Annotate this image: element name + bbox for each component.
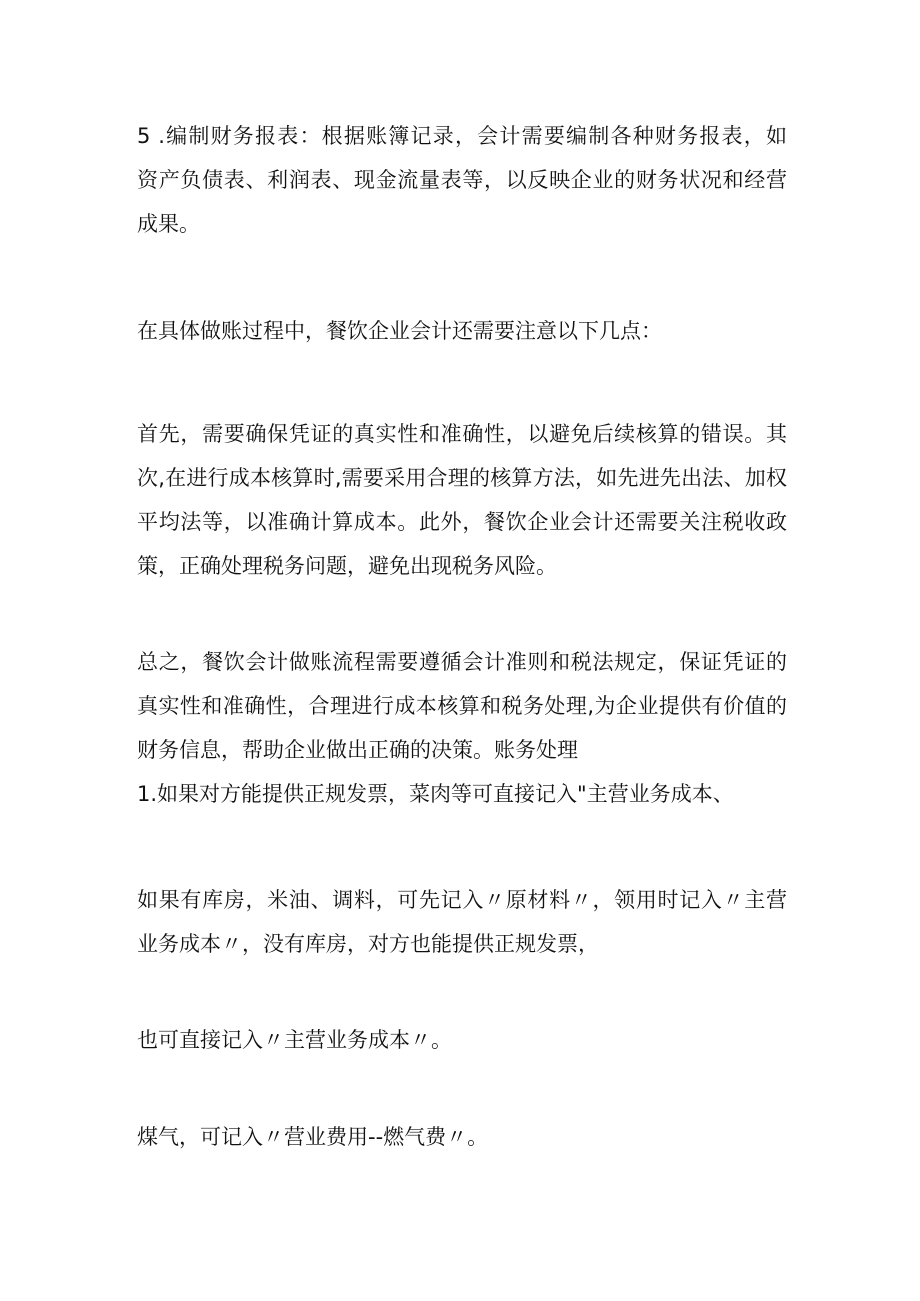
text-line: 成果。: [137, 212, 200, 236]
text-line: 业务成本〃，没有库房，对方也能提供正规发票，: [137, 932, 599, 956]
paragraph-summary: [137, 640, 787, 816]
paragraph-notes-intro: [137, 309, 787, 353]
paragraph-financial-statements: [137, 114, 787, 246]
text-line: 煤气，可记入〃营业费用--燃气费〃。: [137, 1125, 489, 1149]
paragraph-gas: [137, 1115, 787, 1159]
paragraph-direct-entry: [137, 1018, 787, 1062]
text-line: 在具体做账过程中，餐饮企业会计还需要注意以下几点：: [137, 319, 662, 343]
text-line: 财务信息，帮助企业做出正确的决策。账务处理: [137, 738, 578, 762]
text-line: 总之，餐饮会计做账流程需要遵循会计准则和税法规定，保证凭证的: [137, 650, 787, 674]
text-line: 也可直接记入〃主营业务成本〃。: [137, 1028, 452, 1052]
text-line: 1.如果对方能提供正规发票，菜肉等可直接记入"主营业务成本、: [137, 782, 734, 806]
text-line: 真实性和准确性，合理进行成本核算和税务处理,为企业提供有价值的: [137, 694, 787, 718]
text-line: 平均法等，以准确计算成本。此外，餐饮企业会计还需要关注税收政: [137, 510, 787, 534]
paragraph-notes-details: [137, 412, 787, 588]
text-line: 策，正确处理税务问题，避免出现税务风险。: [137, 554, 557, 578]
text-line: 次,在进行成本核算时,需要采用合理的核算方法，如先进先出法、加权: [137, 466, 787, 490]
text-line: 5 .编制财务报表：根据账簿记录，会计需要编制各种财务报表，如: [137, 124, 787, 148]
text-line: 资产负债表、利润表、现金流量表等，以反映企业的财务状况和经营: [137, 168, 787, 192]
paragraph-storage: [137, 878, 787, 966]
text-line: 首先，需要确保凭证的真实性和准确性，以避免后续核算的错误。其: [137, 422, 787, 446]
text-line: 如果有库房，米油、调料，可先记入〃原材料〃，领用时记入〃主营: [137, 888, 787, 912]
